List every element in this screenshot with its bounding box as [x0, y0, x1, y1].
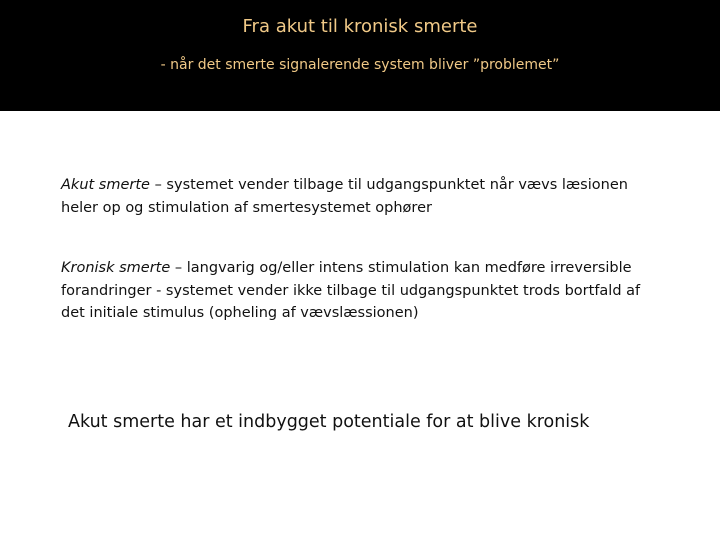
term-acute-pain: Akut smerte	[61, 177, 150, 193]
slide-subtitle: - når det smerte signalerende system bliver ”problemet”	[160, 57, 560, 73]
term-chronic-pain: Kronisk smerte	[61, 260, 171, 276]
acute-pain-description: – systemet vender tilbage til udgangspunktet når vævs læsionen heler op og stimulation af smertesystemet ophører	[61, 177, 628, 216]
conclusion-statement: Akut smerte har et indbygget potentiale for at blive kronisk	[68, 412, 590, 432]
slide-title: Fra akut til kronisk smerte	[242, 16, 478, 37]
chronic-pain-description: – langvarig og/eller intens stimulation kan medføre irreversible forandringer - systemet vender ikke tilbage til udgangspunktet trods bortfald af det initiale stimulus (opheling af vævslæssionen)	[61, 260, 641, 321]
paragraph-acute-pain	[61, 174, 651, 219]
paragraph-chronic-pain	[61, 257, 651, 325]
slide-header	[0, 0, 720, 111]
